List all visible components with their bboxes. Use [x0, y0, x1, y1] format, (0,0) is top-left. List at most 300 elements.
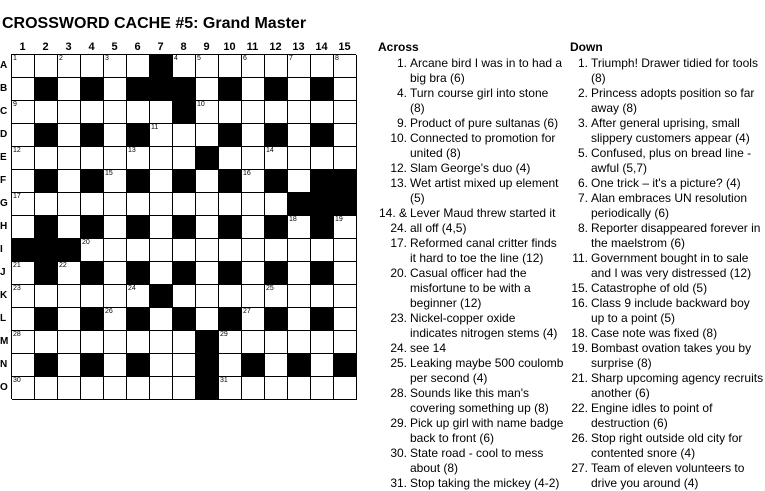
answer-square[interactable]: [150, 308, 173, 331]
row-label: E: [0, 152, 7, 163]
row-label: B: [0, 83, 8, 94]
column-label: 13: [292, 41, 305, 53]
answer-square[interactable]: [173, 331, 196, 354]
answer-square[interactable]: [150, 377, 173, 400]
answer-square[interactable]: [219, 101, 242, 124]
down-clues: [570, 40, 765, 491]
across-heading: Across: [378, 40, 419, 54]
clue-number: 18: [289, 216, 297, 223]
clue-number: 6: [243, 55, 247, 62]
black-square: [265, 262, 288, 285]
answer-square[interactable]: [12, 331, 35, 354]
black-square: [196, 354, 219, 377]
black-square: [35, 354, 58, 377]
black-square: [35, 262, 58, 285]
answer-square[interactable]: [58, 193, 81, 216]
clue-number: 4: [174, 55, 178, 62]
answer-square[interactable]: [58, 377, 81, 400]
clue-text: Princess adopts position so far away (8): [591, 86, 755, 115]
answer-square[interactable]: [334, 262, 357, 285]
column-label: 1: [19, 41, 26, 53]
answer-square[interactable]: [150, 193, 173, 216]
answer-square[interactable]: [104, 331, 127, 354]
clue-number-label: 9.: [396, 116, 407, 130]
clue-text: Class 9 include backward boy up to a point (5): [591, 296, 750, 325]
answer-square[interactable]: [104, 78, 127, 101]
answer-square[interactable]: [173, 354, 196, 377]
row-label: G: [0, 198, 8, 209]
clue-number: 1: [13, 55, 17, 62]
answer-square[interactable]: [58, 354, 81, 377]
answer-square[interactable]: [12, 262, 35, 285]
answer-square[interactable]: [12, 354, 35, 377]
answer-square[interactable]: [173, 285, 196, 308]
answer-square[interactable]: [58, 101, 81, 124]
answer-square[interactable]: [265, 193, 288, 216]
clue-number: 5: [197, 55, 201, 62]
answer-square[interactable]: [265, 285, 288, 308]
answer-square[interactable]: [104, 285, 127, 308]
black-square: [127, 308, 150, 331]
answer-square[interactable]: [81, 55, 104, 78]
answer-square[interactable]: [173, 193, 196, 216]
black-square: [81, 262, 104, 285]
across-clues: [378, 40, 566, 491]
answer-square[interactable]: [196, 216, 219, 239]
answer-square[interactable]: [219, 354, 242, 377]
answer-square[interactable]: [81, 239, 104, 262]
down-clue: [570, 401, 765, 431]
black-square: [35, 216, 58, 239]
answer-square[interactable]: [127, 377, 150, 400]
answer-square[interactable]: [58, 55, 81, 78]
answer-square[interactable]: [196, 78, 219, 101]
down-clue: [570, 116, 765, 146]
answer-square[interactable]: [12, 55, 35, 78]
clue-number: 3: [105, 55, 109, 62]
answer-square[interactable]: [150, 331, 173, 354]
answer-square[interactable]: [81, 101, 104, 124]
answer-square[interactable]: [81, 147, 104, 170]
answer-square[interactable]: [242, 147, 265, 170]
answer-square[interactable]: [219, 55, 242, 78]
down-clue: [570, 176, 765, 191]
clue-number-label: 2.: [577, 86, 588, 100]
across-clue: [378, 266, 566, 311]
answer-square[interactable]: [150, 124, 173, 147]
clue-text: Bombast ovation takes you by surprise (8): [591, 341, 752, 370]
row-label: H: [0, 221, 8, 232]
black-square: [173, 262, 196, 285]
answer-square[interactable]: [196, 101, 219, 124]
answer-square[interactable]: [104, 101, 127, 124]
answer-square[interactable]: [311, 55, 334, 78]
clue-number-label: 21.: [571, 371, 588, 385]
answer-square[interactable]: [242, 308, 265, 331]
answer-square[interactable]: [196, 124, 219, 147]
black-square: [311, 124, 334, 147]
clue-text: Turn course girl into stone (8): [410, 86, 549, 115]
answer-square[interactable]: [311, 331, 334, 354]
across-clue: [378, 386, 566, 416]
answer-square[interactable]: [81, 193, 104, 216]
clue-number: 28: [13, 331, 21, 338]
answer-square[interactable]: [35, 193, 58, 216]
clue-number: 21: [13, 262, 21, 269]
clue-number-label: 31.: [390, 476, 407, 490]
clue-number-label: 29.: [390, 416, 407, 430]
answer-square[interactable]: [334, 124, 357, 147]
answer-square[interactable]: [104, 262, 127, 285]
clue-number-label: 23.: [390, 311, 407, 325]
answer-square[interactable]: [311, 101, 334, 124]
answer-square[interactable]: [288, 78, 311, 101]
row-label: M: [0, 336, 9, 347]
clue-number-label: 27.: [571, 461, 588, 475]
answer-square[interactable]: [12, 308, 35, 331]
answer-square[interactable]: [242, 170, 265, 193]
down-clue: [570, 146, 765, 176]
clue-number: 31: [220, 377, 228, 384]
answer-square[interactable]: [104, 147, 127, 170]
answer-square[interactable]: [219, 147, 242, 170]
answer-square[interactable]: [334, 55, 357, 78]
clue-number-label: 25.: [390, 356, 407, 370]
answer-square[interactable]: [334, 377, 357, 400]
answer-square[interactable]: [288, 308, 311, 331]
clue-text: Casual officer had the misfortune to be with a beginner (12): [410, 266, 531, 310]
answer-square[interactable]: [58, 147, 81, 170]
answer-square[interactable]: [104, 377, 127, 400]
clue-number-label: 7.: [577, 191, 588, 205]
clue-number-label: 19.: [571, 341, 588, 355]
black-square: [35, 170, 58, 193]
clue-number-label: 5.: [577, 146, 588, 160]
answer-square[interactable]: [127, 331, 150, 354]
black-square: [173, 308, 196, 331]
answer-square[interactable]: [150, 147, 173, 170]
black-square: [265, 308, 288, 331]
across-clue: [378, 131, 566, 161]
answer-square[interactable]: [288, 216, 311, 239]
clue-number: 22: [59, 262, 67, 269]
clue-number-label: 30.: [390, 446, 407, 460]
clue-number: 25: [266, 285, 274, 292]
answer-square[interactable]: [196, 262, 219, 285]
answer-square[interactable]: [288, 101, 311, 124]
row-label: A: [0, 60, 8, 71]
answer-square[interactable]: [35, 285, 58, 308]
black-square: [219, 78, 242, 101]
answer-square[interactable]: [242, 78, 265, 101]
answer-square[interactable]: [150, 354, 173, 377]
clue-text: Triumph! Drawer tidied for tools (8): [591, 56, 758, 85]
clue-text: Leaking maybe 500 coulomb per second (4): [410, 356, 564, 385]
answer-square[interactable]: [311, 239, 334, 262]
answer-square[interactable]: [127, 239, 150, 262]
row-label: N: [0, 359, 8, 370]
clue-number: 24: [128, 285, 136, 292]
answer-square[interactable]: [288, 55, 311, 78]
black-square: [265, 216, 288, 239]
black-square: [127, 78, 150, 101]
answer-square[interactable]: [12, 78, 35, 101]
answer-square[interactable]: [81, 331, 104, 354]
row-label: I: [0, 244, 3, 255]
answer-square[interactable]: [242, 101, 265, 124]
black-square: [288, 193, 311, 216]
answer-square[interactable]: [58, 262, 81, 285]
clue-number: 19: [335, 216, 343, 223]
answer-square[interactable]: [12, 216, 35, 239]
answer-square[interactable]: [58, 124, 81, 147]
answer-square[interactable]: [196, 308, 219, 331]
answer-square[interactable]: [288, 377, 311, 400]
answer-square[interactable]: [242, 285, 265, 308]
answer-square[interactable]: [173, 377, 196, 400]
black-square: [35, 78, 58, 101]
clue-number: 8: [335, 55, 339, 62]
black-square: [311, 78, 334, 101]
answer-square[interactable]: [12, 101, 35, 124]
answer-square[interactable]: [334, 216, 357, 239]
answer-square[interactable]: [288, 147, 311, 170]
answer-square[interactable]: [265, 377, 288, 400]
clue-number-label: 22.: [571, 401, 588, 415]
answer-square[interactable]: [334, 239, 357, 262]
clue-number-label: 26.: [571, 431, 588, 445]
answer-square[interactable]: [150, 239, 173, 262]
black-square: [127, 262, 150, 285]
row-label: J: [0, 267, 6, 278]
black-square: [219, 216, 242, 239]
answer-square[interactable]: [196, 193, 219, 216]
answer-square[interactable]: [35, 331, 58, 354]
answer-square[interactable]: [104, 239, 127, 262]
black-square: [81, 216, 104, 239]
clue-number-label: 1.: [577, 56, 588, 70]
answer-square[interactable]: [104, 216, 127, 239]
answer-square[interactable]: [58, 308, 81, 331]
answer-square[interactable]: [219, 193, 242, 216]
answer-square[interactable]: [334, 78, 357, 101]
answer-square[interactable]: [265, 239, 288, 262]
answer-square[interactable]: [334, 308, 357, 331]
clue-number: 26: [105, 308, 113, 315]
clue-text: Pick up girl with name badge back to front (6): [410, 416, 564, 445]
answer-square[interactable]: [265, 101, 288, 124]
answer-square[interactable]: [104, 170, 127, 193]
answer-square[interactable]: [81, 377, 104, 400]
answer-square[interactable]: [196, 170, 219, 193]
across-clue: [378, 356, 566, 386]
answer-square[interactable]: [311, 147, 334, 170]
answer-square[interactable]: [58, 285, 81, 308]
clue-text: Stop taking the mickey (4-2): [410, 476, 560, 490]
across-clue: [378, 341, 566, 356]
answer-square[interactable]: [127, 147, 150, 170]
clue-number-label: 15.: [571, 281, 588, 295]
clue-text: One trick – it's a picture? (4): [591, 176, 741, 190]
answer-square[interactable]: [127, 193, 150, 216]
clue-number: 9: [13, 101, 17, 108]
black-square: [150, 55, 173, 78]
black-square: [81, 354, 104, 377]
answer-square[interactable]: [311, 285, 334, 308]
answer-square[interactable]: [58, 170, 81, 193]
answer-square[interactable]: [127, 55, 150, 78]
answer-square[interactable]: [311, 377, 334, 400]
answer-square[interactable]: [58, 216, 81, 239]
answer-square[interactable]: [219, 239, 242, 262]
answer-square[interactable]: [265, 55, 288, 78]
answer-square[interactable]: [265, 331, 288, 354]
answer-square[interactable]: [173, 124, 196, 147]
answer-square[interactable]: [242, 377, 265, 400]
answer-square[interactable]: [334, 147, 357, 170]
down-clue: [570, 191, 765, 221]
clue-text: Lever Maud threw started it all off (4,5): [410, 206, 556, 235]
answer-square[interactable]: [242, 239, 265, 262]
answer-square[interactable]: [35, 55, 58, 78]
clue-text: Government bought in to sale and I was very distressed (12): [591, 251, 752, 280]
answer-square[interactable]: [150, 216, 173, 239]
clue-number: 13: [128, 147, 136, 154]
answer-square[interactable]: [311, 354, 334, 377]
clue-number: 29: [220, 331, 228, 338]
column-label: 6: [134, 41, 141, 53]
clue-number-label: 12.: [390, 161, 407, 175]
black-square: [81, 308, 104, 331]
clue-text: Reformed canal critter finds it hard to toe the line (12): [410, 236, 557, 265]
clue-text: Case note was fixed (8): [591, 326, 718, 340]
answer-square[interactable]: [265, 147, 288, 170]
clue-number-label: 8.: [577, 221, 588, 235]
answer-square[interactable]: [288, 331, 311, 354]
answer-square[interactable]: [288, 239, 311, 262]
column-label: 3: [65, 41, 72, 53]
answer-square[interactable]: [288, 170, 311, 193]
down-clue: [570, 56, 765, 86]
answer-square[interactable]: [334, 285, 357, 308]
answer-square[interactable]: [219, 377, 242, 400]
column-label: 2: [42, 41, 49, 53]
black-square: [219, 170, 242, 193]
answer-square[interactable]: [334, 331, 357, 354]
answer-square[interactable]: [219, 285, 242, 308]
down-clue: [570, 371, 765, 401]
black-square: [196, 377, 219, 400]
answer-square[interactable]: [127, 101, 150, 124]
answer-square[interactable]: [242, 262, 265, 285]
answer-square[interactable]: [196, 55, 219, 78]
across-clue: [378, 311, 566, 341]
clue-number: 23: [13, 285, 21, 292]
clue-number: 11: [151, 124, 159, 131]
down-clue: [570, 326, 765, 341]
answer-square[interactable]: [104, 193, 127, 216]
clue-text: see 14: [410, 341, 447, 355]
answer-square[interactable]: [12, 147, 35, 170]
clue-number: 10: [197, 101, 205, 108]
down-clue: [570, 221, 765, 251]
answer-square[interactable]: [12, 124, 35, 147]
answer-square[interactable]: [265, 354, 288, 377]
answer-square[interactable]: [35, 147, 58, 170]
row-label: C: [0, 106, 8, 117]
black-square: [242, 354, 265, 377]
answer-square[interactable]: [12, 285, 35, 308]
black-square: [150, 285, 173, 308]
answer-square[interactable]: [173, 239, 196, 262]
answer-square[interactable]: [35, 101, 58, 124]
answer-square[interactable]: [242, 331, 265, 354]
answer-square[interactable]: [81, 285, 104, 308]
answer-square[interactable]: [288, 124, 311, 147]
answer-square[interactable]: [173, 147, 196, 170]
clue-text: Team of eleven volunteers to drive you around (4): [591, 461, 745, 490]
answer-square[interactable]: [127, 285, 150, 308]
answer-square[interactable]: [288, 262, 311, 285]
clue-text: Confused, plus on bread line - awful (5,7): [591, 146, 752, 175]
answer-square[interactable]: [219, 331, 242, 354]
column-label: 10: [223, 41, 236, 53]
answer-square[interactable]: [35, 377, 58, 400]
down-clue: [570, 431, 765, 461]
down-clue: [570, 281, 765, 296]
answer-square[interactable]: [58, 78, 81, 101]
answer-square[interactable]: [196, 239, 219, 262]
answer-square[interactable]: [242, 55, 265, 78]
black-square: [219, 124, 242, 147]
answer-square[interactable]: [104, 354, 127, 377]
down-clue: [570, 341, 765, 371]
answer-square[interactable]: [288, 285, 311, 308]
crossword-grid: [11, 54, 356, 399]
answer-square[interactable]: [104, 55, 127, 78]
answer-square[interactable]: [150, 101, 173, 124]
answer-square[interactable]: [12, 170, 35, 193]
clue-text: Engine idles to point of destruction (6): [591, 401, 713, 430]
answer-square[interactable]: [150, 170, 173, 193]
black-square: [219, 308, 242, 331]
column-label: 14: [315, 41, 328, 53]
down-clue-list: [570, 56, 765, 491]
answer-square[interactable]: [242, 216, 265, 239]
answer-square[interactable]: [12, 377, 35, 400]
across-clue: [378, 56, 566, 86]
answer-square[interactable]: [104, 124, 127, 147]
answer-square[interactable]: [173, 55, 196, 78]
clue-number-label: 18.: [571, 326, 588, 340]
answer-square[interactable]: [150, 262, 173, 285]
answer-square[interactable]: [242, 193, 265, 216]
answer-square[interactable]: [334, 101, 357, 124]
clue-text: Slam George's duo (4): [410, 161, 531, 175]
answer-square[interactable]: [58, 331, 81, 354]
answer-square[interactable]: [104, 308, 127, 331]
answer-square[interactable]: [12, 193, 35, 216]
answer-square[interactable]: [242, 124, 265, 147]
down-clue: [570, 251, 765, 281]
clue-number-label: 3.: [577, 116, 588, 130]
black-square: [173, 216, 196, 239]
column-label: 12: [269, 41, 282, 53]
black-square: [127, 170, 150, 193]
answer-square[interactable]: [196, 285, 219, 308]
column-labels: [11, 41, 356, 55]
clue-number: 2: [59, 55, 63, 62]
